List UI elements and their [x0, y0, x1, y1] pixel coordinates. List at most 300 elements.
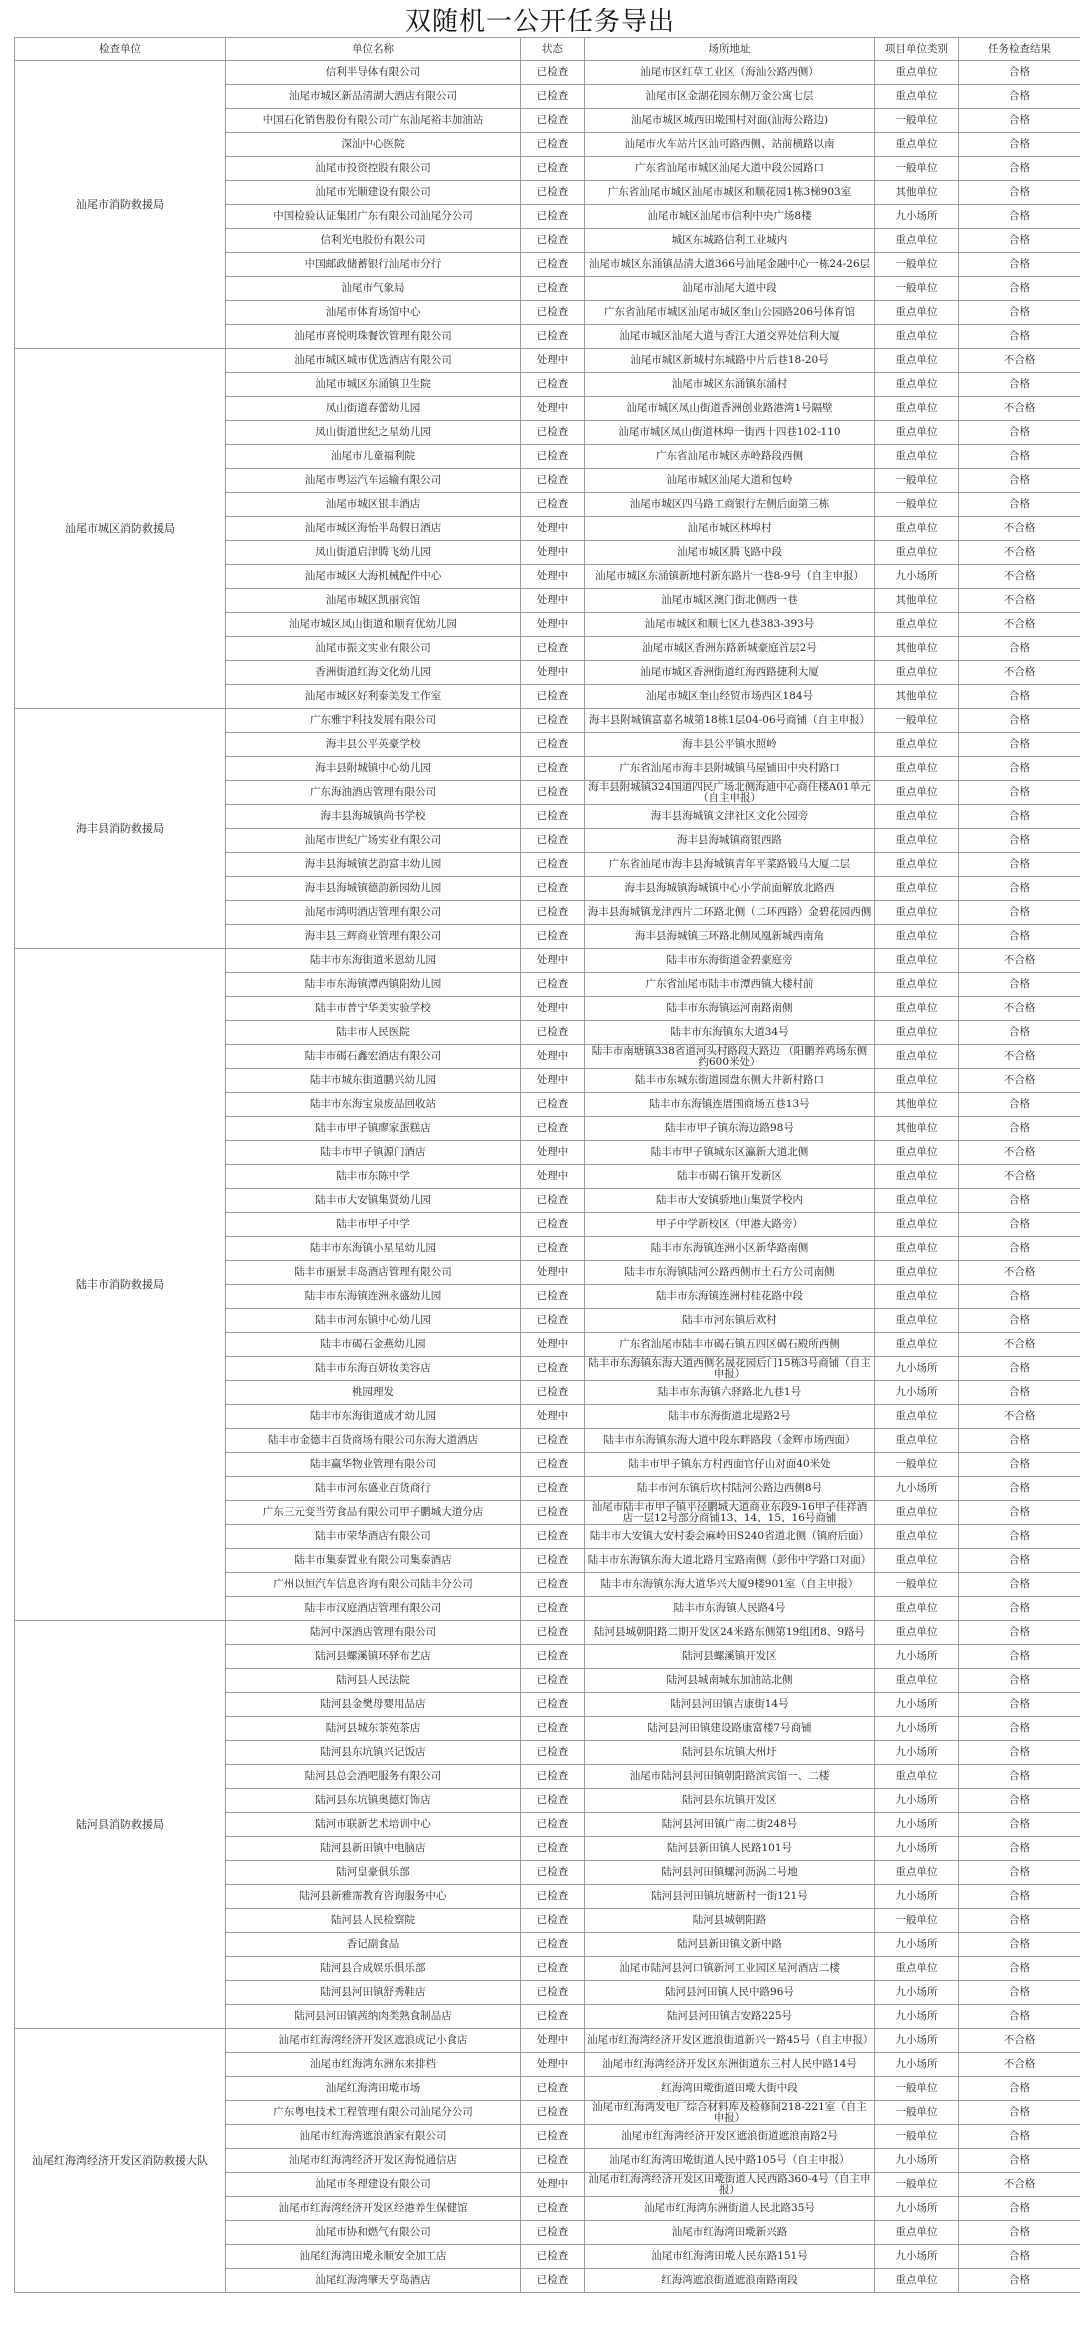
unit-name-cell: 陆丰市丽景丰岛酒店管理有限公司: [226, 1261, 521, 1285]
unit-name-cell: 汕尾红海湾肇天亨岛酒店: [226, 2269, 521, 2293]
category-cell: 重点单位: [875, 1597, 959, 1621]
result-cell: 合格: [959, 1549, 1080, 1573]
result-cell: 合格: [959, 445, 1080, 469]
category-cell: 九小场所: [875, 2197, 959, 2221]
unit-name-cell: 汕尾市气象局: [226, 277, 521, 301]
category-cell: 重点单位: [875, 733, 959, 757]
inspection-unit-cell: 陆丰市消防救援局: [15, 949, 226, 1621]
address-cell: 汕尾市城区四马路工商银行左侧后面第三栋: [585, 493, 875, 517]
unit-name-cell: 深汕中心医院: [226, 133, 521, 157]
unit-name-cell: 汕尾市儿童福利院: [226, 445, 521, 469]
address-cell: 汕尾市红海湾发电厂综合材料库及检修间218-221室（自主申报）: [585, 2101, 875, 2125]
category-cell: 一般单位: [875, 1453, 959, 1477]
unit-name-cell: 凤山街道春蕾幼儿园: [226, 397, 521, 421]
unit-name-cell: 汕尾红海湾田墘市场: [226, 2077, 521, 2101]
address-cell: 海丰县附城镇富嘉名城第18栋1层04-06号商铺（自主申报）: [585, 709, 875, 733]
address-cell: 海丰县海城镇文津社区文化公园旁: [585, 805, 875, 829]
unit-name-cell: 香记副食品: [226, 1933, 521, 1957]
category-cell: 重点单位: [875, 853, 959, 877]
result-cell: 不合格: [959, 2053, 1080, 2077]
address-cell: 陆河县东坑镇大州圩: [585, 1741, 875, 1765]
result-cell: 不合格: [959, 1165, 1080, 1189]
result-cell: 合格: [959, 1573, 1080, 1597]
table-row: [15, 1621, 1080, 1645]
address-cell: 汕尾市红海湾田墘街道人民中路105号（自主申报）: [585, 2149, 875, 2173]
address-cell: 陆河县新田镇文新中路: [585, 1933, 875, 1957]
status-cell: 已检查: [521, 301, 585, 325]
address-cell: 汕尾市城区东涌镇新地村新东路片一巷8-9号（自主申报）: [585, 565, 875, 589]
category-cell: 重点单位: [875, 373, 959, 397]
address-cell: 陆丰市东海镇东海大道北路月宝路南侧（彭伟中学路口对面）: [585, 1549, 875, 1573]
result-cell: 合格: [959, 1237, 1080, 1261]
address-cell: 甲子中学新校区（甲港大路旁）: [585, 1213, 875, 1237]
result-cell: 合格: [959, 2221, 1080, 2245]
address-cell: 陆丰市河东镇后坎村陆河公路边西侧8号: [585, 1477, 875, 1501]
status-cell: 已检查: [521, 1357, 585, 1381]
address-cell: 陆丰市甲子镇东方村西面官仔山对面40米处: [585, 1453, 875, 1477]
status-cell: 已检查: [521, 445, 585, 469]
unit-name-cell: 海丰县公平英豪学校: [226, 733, 521, 757]
status-cell: 已检查: [521, 1309, 585, 1333]
category-cell: 重点单位: [875, 445, 959, 469]
status-cell: 已检查: [521, 2077, 585, 2101]
result-cell: 合格: [959, 1477, 1080, 1501]
page-title: 双随机一公开任务导出: [404, 7, 675, 37]
status-cell: 已检查: [521, 373, 585, 397]
address-cell: 红海湾遮浪街道遮浪南路南段: [585, 2269, 875, 2293]
result-cell: 不合格: [959, 997, 1080, 1021]
unit-name-cell: 陆丰市汉庭酒店管理有限公司: [226, 1597, 521, 1621]
result-cell: 合格: [959, 2149, 1080, 2173]
category-cell: 重点单位: [875, 1237, 959, 1261]
status-cell: 已检查: [521, 469, 585, 493]
address-cell: 汕尾市区红草工业区（海汕公路西侧）: [585, 61, 875, 85]
unit-name-cell: 汕尾市城区凯丽宾馆: [226, 589, 521, 613]
address-cell: 汕尾市红海湾经济开发区遮浪街道新兴一路45号（自主申报）: [585, 2029, 875, 2053]
result-cell: 合格: [959, 373, 1080, 397]
result-cell: 合格: [959, 229, 1080, 253]
status-cell: 已检查: [521, 1285, 585, 1309]
result-cell: 合格: [959, 1453, 1080, 1477]
status-cell: 已检查: [521, 901, 585, 925]
address-cell: 汕尾市城区汕尾大道和包岭: [585, 469, 875, 493]
status-cell: 已检查: [521, 733, 585, 757]
result-cell: 合格: [959, 109, 1080, 133]
category-cell: 重点单位: [875, 661, 959, 685]
unit-name-cell: 汕尾市城区凤山街道和顺育优幼儿园: [226, 613, 521, 637]
unit-name-cell: 汕尾市光顺建设有限公司: [226, 181, 521, 205]
unit-name-cell: 陆丰市碣石鑫宏酒店有限公司: [226, 1045, 521, 1069]
status-cell: 已检查: [521, 1213, 585, 1237]
unit-name-cell: 陆丰市东海百妍妆美容店: [226, 1357, 521, 1381]
address-cell: 广东省汕尾市海丰县附城镇马屋铺田中央村路口: [585, 757, 875, 781]
unit-name-cell: 海丰县附城镇中心幼儿园: [226, 757, 521, 781]
category-cell: 重点单位: [875, 1285, 959, 1309]
status-cell: 已检查: [521, 709, 585, 733]
address-cell: 汕尾市火车站片区汕可路西侧、站前横路以南: [585, 133, 875, 157]
result-cell: 不合格: [959, 2029, 1080, 2053]
category-cell: 重点单位: [875, 1141, 959, 1165]
category-cell: 一般单位: [875, 253, 959, 277]
category-cell: 重点单位: [875, 925, 959, 949]
unit-name-cell: 汕尾市鸿明酒店管理有限公司: [226, 901, 521, 925]
category-cell: 一般单位: [875, 2173, 959, 2197]
result-cell: 不合格: [959, 1405, 1080, 1429]
address-cell: 陆丰市东海街道北堤路2号: [585, 1405, 875, 1429]
result-cell: 合格: [959, 1093, 1080, 1117]
category-cell: 重点单位: [875, 781, 959, 805]
category-cell: 一般单位: [875, 469, 959, 493]
result-cell: 合格: [959, 469, 1080, 493]
address-cell: 陆河县河田镇广南二街248号: [585, 1813, 875, 1837]
result-cell: 合格: [959, 1909, 1080, 1933]
unit-name-cell: 海丰县海城镇德韵新园幼儿园: [226, 877, 521, 901]
unit-name-cell: 汕尾市协和燃气有限公司: [226, 2221, 521, 2245]
result-cell: 合格: [959, 1669, 1080, 1693]
address-cell: 海丰县海城镇商银西路: [585, 829, 875, 853]
status-cell: 处理中: [521, 661, 585, 685]
address-cell: 陆丰市东海镇陆河公路西侧市土石方公司南侧: [585, 1261, 875, 1285]
status-cell: 处理中: [521, 349, 585, 373]
category-cell: 重点单位: [875, 301, 959, 325]
unit-name-cell: 陆丰市普宁华美实验学校: [226, 997, 521, 1021]
unit-name-cell: 陆丰市甲子镇廖家蛋糕店: [226, 1117, 521, 1141]
category-cell: 其他单位: [875, 1093, 959, 1117]
address-cell: 陆河县城朝阳路二期开发区24米路东侧第19组团8、9路号: [585, 1621, 875, 1645]
status-cell: 处理中: [521, 517, 585, 541]
unit-name-cell: 中国邮政储蓄银行汕尾市分行: [226, 253, 521, 277]
unit-name-cell: 海丰县海城镇尚书学校: [226, 805, 521, 829]
status-cell: 处理中: [521, 1165, 585, 1189]
col-header-status: 状态: [521, 38, 585, 61]
status-cell: 已检查: [521, 2125, 585, 2149]
category-cell: 重点单位: [875, 1429, 959, 1453]
result-cell: 合格: [959, 2197, 1080, 2221]
result-cell: 不合格: [959, 949, 1080, 973]
status-cell: 已检查: [521, 925, 585, 949]
result-cell: 合格: [959, 1693, 1080, 1717]
address-cell: 汕尾市城区东涌镇品清大道366号汕尾金融中心一栋24-26层: [585, 253, 875, 277]
unit-name-cell: 汕尾市红海湾经济开发区经港养生保健馆: [226, 2197, 521, 2221]
unit-name-cell: 信利光电股份有限公司: [226, 229, 521, 253]
address-cell: 海丰县附城镇324国道四民广场北侧海迪中心商住楼A01单元（自主申报）: [585, 781, 875, 805]
category-cell: 重点单位: [875, 325, 959, 349]
unit-name-cell: 陆河县总会酒吧服务有限公司: [226, 1765, 521, 1789]
status-cell: 已检查: [521, 2005, 585, 2029]
table-row: [15, 709, 1080, 733]
address-cell: 陆河县东坑镇开发区: [585, 1789, 875, 1813]
category-cell: 一般单位: [875, 277, 959, 301]
address-cell: 陆丰市东海镇连厝围商场五巷13号: [585, 1093, 875, 1117]
category-cell: 九小场所: [875, 2245, 959, 2269]
address-cell: 汕尾市城区奎山经贸市场西区184号: [585, 685, 875, 709]
result-cell: 不合格: [959, 1069, 1080, 1093]
address-cell: 广东省汕尾市陆丰市潭西镇大楼村前: [585, 973, 875, 997]
inspection-unit-cell: 汕尾市城区消防救援局: [15, 349, 226, 709]
address-cell: 陆河县城朝阳路: [585, 1909, 875, 1933]
category-cell: 重点单位: [875, 973, 959, 997]
result-cell: 不合格: [959, 565, 1080, 589]
address-cell: 广东省汕尾市城区汕尾市城区和顺花园1栋3梯903室: [585, 181, 875, 205]
unit-name-cell: 陆丰市河东镇中心幼儿园: [226, 1309, 521, 1333]
status-cell: 已检查: [521, 157, 585, 181]
category-cell: 重点单位: [875, 1549, 959, 1573]
result-cell: 不合格: [959, 517, 1080, 541]
unit-name-cell: 陆丰市河东盛业百货商行: [226, 1477, 521, 1501]
status-cell: 处理中: [521, 2053, 585, 2077]
category-cell: 九小场所: [875, 565, 959, 589]
unit-name-cell: 陆丰市大安镇集贤幼儿园: [226, 1189, 521, 1213]
address-cell: 陆丰市河东镇后欢村: [585, 1309, 875, 1333]
unit-name-cell: 广东粤电技术工程管理有限公司汕尾分公司: [226, 2101, 521, 2125]
status-cell: 已检查: [521, 1093, 585, 1117]
result-cell: 合格: [959, 2005, 1080, 2029]
status-cell: 已检查: [521, 973, 585, 997]
table-row: [15, 2029, 1080, 2053]
address-cell: 陆丰市东海镇六驿路北九巷1号: [585, 1381, 875, 1405]
category-cell: 重点单位: [875, 805, 959, 829]
result-cell: 合格: [959, 685, 1080, 709]
result-cell: 合格: [959, 133, 1080, 157]
category-cell: 重点单位: [875, 1165, 959, 1189]
category-cell: 九小场所: [875, 1789, 959, 1813]
status-cell: 已检查: [521, 325, 585, 349]
unit-name-cell: 广州以恒汽车信息咨询有限公司陆丰分公司: [226, 1573, 521, 1597]
unit-name-cell: 陆河县东坑镇奥德灯饰店: [226, 1789, 521, 1813]
category-cell: 重点单位: [875, 1621, 959, 1645]
unit-name-cell: 汕尾市城区银丰酒店: [226, 493, 521, 517]
address-cell: 红海湾田墘街道田墘大街中段: [585, 2077, 875, 2101]
table-row: [15, 949, 1080, 973]
unit-name-cell: 汕尾市城区东涌镇卫生院: [226, 373, 521, 397]
result-cell: 不合格: [959, 661, 1080, 685]
category-cell: 一般单位: [875, 2077, 959, 2101]
result-cell: 合格: [959, 973, 1080, 997]
status-cell: 已检查: [521, 1621, 585, 1645]
category-cell: 重点单位: [875, 1669, 959, 1693]
category-cell: 重点单位: [875, 349, 959, 373]
unit-name-cell: 陆河县河田镇茜纳肉类熟食制品店: [226, 2005, 521, 2029]
status-cell: 已检查: [521, 2101, 585, 2125]
category-cell: 重点单位: [875, 1213, 959, 1237]
status-cell: 处理中: [521, 541, 585, 565]
address-cell: 陆河县河田镇建设路康富楼7号商铺: [585, 1717, 875, 1741]
address-cell: 汕尾市陆河县河田镇朝阳路滨宾馆一、二楼: [585, 1765, 875, 1789]
result-cell: 合格: [959, 1717, 1080, 1741]
category-cell: 一般单位: [875, 1909, 959, 1933]
result-cell: 合格: [959, 493, 1080, 517]
unit-name-cell: 陆河中深酒店管理有限公司: [226, 1621, 521, 1645]
result-cell: 合格: [959, 925, 1080, 949]
address-cell: 海丰县公平镇水照岭: [585, 733, 875, 757]
unit-name-cell: 汕尾市红海湾遮浪酒家有限公司: [226, 2125, 521, 2149]
category-cell: 其他单位: [875, 181, 959, 205]
unit-name-cell: 陆河县金樊母婴用品店: [226, 1693, 521, 1717]
result-cell: 合格: [959, 733, 1080, 757]
result-cell: 合格: [959, 1285, 1080, 1309]
result-cell: 合格: [959, 1309, 1080, 1333]
address-cell: 海丰县海城镇三环路北侧凤凰新城西南角: [585, 925, 875, 949]
address-cell: 汕尾市红海湾田墘人民东路151号: [585, 2245, 875, 2269]
status-cell: 已检查: [521, 2197, 585, 2221]
category-cell: 重点单位: [875, 1261, 959, 1285]
category-cell: 九小场所: [875, 1813, 959, 1837]
unit-name-cell: 陆丰市甲子镇源门酒店: [226, 1141, 521, 1165]
address-cell: 陆河县新田镇人民路101号: [585, 1837, 875, 1861]
category-cell: 重点单位: [875, 1525, 959, 1549]
unit-name-cell: 陆河市联新艺术培训中心: [226, 1813, 521, 1837]
result-cell: 合格: [959, 277, 1080, 301]
result-cell: 合格: [959, 1861, 1080, 1885]
address-cell: 汕尾市区金湖花园东侧万金公寓七层: [585, 85, 875, 109]
status-cell: 已检查: [521, 253, 585, 277]
result-cell: 合格: [959, 757, 1080, 781]
inspection-unit-cell: 汕尾市消防救援局: [15, 61, 226, 349]
category-cell: 一般单位: [875, 2125, 959, 2149]
status-cell: 已检查: [521, 421, 585, 445]
category-cell: 九小场所: [875, 1645, 959, 1669]
address-cell: 汕尾市城区腾飞路中段: [585, 541, 875, 565]
result-cell: 合格: [959, 2077, 1080, 2101]
address-cell: 汕尾市城区澳门街北侧西一巷: [585, 589, 875, 613]
result-cell: 合格: [959, 421, 1080, 445]
result-cell: 不合格: [959, 1261, 1080, 1285]
result-cell: 合格: [959, 1837, 1080, 1861]
address-cell: 城区东城路信利工业城内: [585, 229, 875, 253]
status-cell: 已检查: [521, 1981, 585, 2005]
result-cell: 合格: [959, 1789, 1080, 1813]
category-cell: 重点单位: [875, 829, 959, 853]
address-cell: 海丰县海城镇海城镇中心小学前面解放北路西: [585, 877, 875, 901]
unit-name-cell: 陆河县城东茶苑茶店: [226, 1717, 521, 1741]
status-cell: 已检查: [521, 1909, 585, 1933]
category-cell: 重点单位: [875, 397, 959, 421]
result-cell: 合格: [959, 2245, 1080, 2269]
unit-name-cell: 陆丰市碣石金燕幼儿园: [226, 1333, 521, 1357]
address-cell: 汕尾市城区东涌镇东涌村: [585, 373, 875, 397]
status-cell: 已检查: [521, 805, 585, 829]
category-cell: 重点单位: [875, 85, 959, 109]
address-cell: 陆河县螺溪镇开发区: [585, 1645, 875, 1669]
result-cell: 合格: [959, 1765, 1080, 1789]
result-cell: 合格: [959, 1525, 1080, 1549]
category-cell: 重点单位: [875, 1861, 959, 1885]
unit-name-cell: 汕尾市世纪广场实业有限公司: [226, 829, 521, 853]
result-cell: 合格: [959, 901, 1080, 925]
address-cell: 陆丰市碣石镇开发新区: [585, 1165, 875, 1189]
status-cell: 已检查: [521, 637, 585, 661]
unit-name-cell: 汕尾市红海湾经济开发区遮浪成记小食店: [226, 2029, 521, 2053]
status-cell: 已检查: [521, 1501, 585, 1525]
address-cell: 陆丰市甲子镇城东区瀛新大道北侧: [585, 1141, 875, 1165]
status-cell: 处理中: [521, 1045, 585, 1069]
address-cell: 海丰县海城镇龙津西片二环路北侧（二环西路）金碧花园西侧: [585, 901, 875, 925]
category-cell: 重点单位: [875, 757, 959, 781]
category-cell: 重点单位: [875, 1501, 959, 1525]
address-cell: 广东省汕尾市陆丰市碣石镇五四区碣石殿所西侧: [585, 1333, 875, 1357]
result-cell: 合格: [959, 709, 1080, 733]
category-cell: 九小场所: [875, 1381, 959, 1405]
status-cell: 已检查: [521, 853, 585, 877]
result-cell: 不合格: [959, 1141, 1080, 1165]
unit-name-cell: 广东三元变当劳食品有限公司甲子鹏城大道分店: [226, 1501, 521, 1525]
status-cell: 已检查: [521, 1717, 585, 1741]
category-cell: 重点单位: [875, 1309, 959, 1333]
result-cell: 合格: [959, 1813, 1080, 1837]
result-cell: 合格: [959, 1357, 1080, 1381]
unit-name-cell: 陆丰市东海宝泉废品回收站: [226, 1093, 521, 1117]
unit-name-cell: 陆丰市荣华酒店有限公司: [226, 1525, 521, 1549]
category-cell: 一般单位: [875, 1573, 959, 1597]
status-cell: 已检查: [521, 1861, 585, 1885]
unit-name-cell: 广东海油酒店管理有限公司: [226, 781, 521, 805]
unit-name-cell: 陆河县河田镇舒秀鞋店: [226, 1981, 521, 2005]
unit-name-cell: 凤山街道启津腾飞幼儿园: [226, 541, 521, 565]
inspection-unit-cell: 陆河县消防救援局: [15, 1621, 226, 2029]
result-cell: 合格: [959, 1429, 1080, 1453]
address-cell: 陆河县河田镇坑塘新村一街121号: [585, 1885, 875, 1909]
unit-name-cell: 陆河县人民法院: [226, 1669, 521, 1693]
result-cell: 合格: [959, 637, 1080, 661]
category-cell: 重点单位: [875, 1405, 959, 1429]
unit-name-cell: 汕尾市粤运汽车运输有限公司: [226, 469, 521, 493]
category-cell: 九小场所: [875, 2149, 959, 2173]
status-cell: 处理中: [521, 1141, 585, 1165]
status-cell: 已检查: [521, 877, 585, 901]
category-cell: 其他单位: [875, 685, 959, 709]
unit-name-cell: 陆丰市东海街道成才幼儿园: [226, 1405, 521, 1429]
address-cell: 汕尾市城区凤山街道香洲创业路港湾1号隔壁: [585, 397, 875, 421]
category-cell: 九小场所: [875, 2005, 959, 2029]
result-cell: 合格: [959, 1189, 1080, 1213]
unit-name-cell: 汕尾市红海湾经济开发区海悦通信店: [226, 2149, 521, 2173]
category-cell: 九小场所: [875, 1741, 959, 1765]
status-cell: 处理中: [521, 1069, 585, 1093]
unit-name-cell: 陆丰市东海街道米恩幼儿园: [226, 949, 521, 973]
status-cell: 处理中: [521, 1333, 585, 1357]
address-cell: 陆丰市东海镇东海大道中段东畔路段（金辉市场西面）: [585, 1429, 875, 1453]
result-cell: 合格: [959, 253, 1080, 277]
status-cell: 已检查: [521, 1765, 585, 1789]
inspection-unit-cell: 海丰县消防救援局: [15, 709, 226, 949]
table-row: [15, 349, 1080, 373]
status-cell: 已检查: [521, 1429, 585, 1453]
unit-name-cell: 陆丰市东海镇小星星幼儿园: [226, 1237, 521, 1261]
status-cell: 已检查: [521, 1189, 585, 1213]
result-cell: 合格: [959, 85, 1080, 109]
status-cell: 处理中: [521, 565, 585, 589]
unit-name-cell: 汕尾市振文实业有限公司: [226, 637, 521, 661]
category-cell: 九小场所: [875, 1693, 959, 1717]
address-cell: 陆河县河田镇吉康街14号: [585, 1693, 875, 1717]
address-cell: 陆丰市甲子镇东海边路98号: [585, 1117, 875, 1141]
status-cell: 已检查: [521, 1957, 585, 1981]
category-cell: 九小场所: [875, 1477, 959, 1501]
status-cell: 已检查: [521, 685, 585, 709]
result-cell: 合格: [959, 829, 1080, 853]
address-cell: 广东省汕尾市城区汕尾大道中段公园路口: [585, 157, 875, 181]
status-cell: 处理中: [521, 1405, 585, 1429]
address-cell: 汕尾市红海湾经济开发区东洲街道东三村人民中路14号: [585, 2053, 875, 2077]
result-cell: 不合格: [959, 589, 1080, 613]
status-cell: 已检查: [521, 181, 585, 205]
address-cell: 陆丰市南塘镇338省道河头村路段大路边 （阳鹏养鸡场东侧约600米处）: [585, 1045, 875, 1069]
status-cell: 已检查: [521, 1549, 585, 1573]
category-cell: 重点单位: [875, 133, 959, 157]
category-cell: 九小场所: [875, 1717, 959, 1741]
unit-name-cell: 汕尾市投资控股有限公司: [226, 157, 521, 181]
result-cell: 合格: [959, 2101, 1080, 2125]
